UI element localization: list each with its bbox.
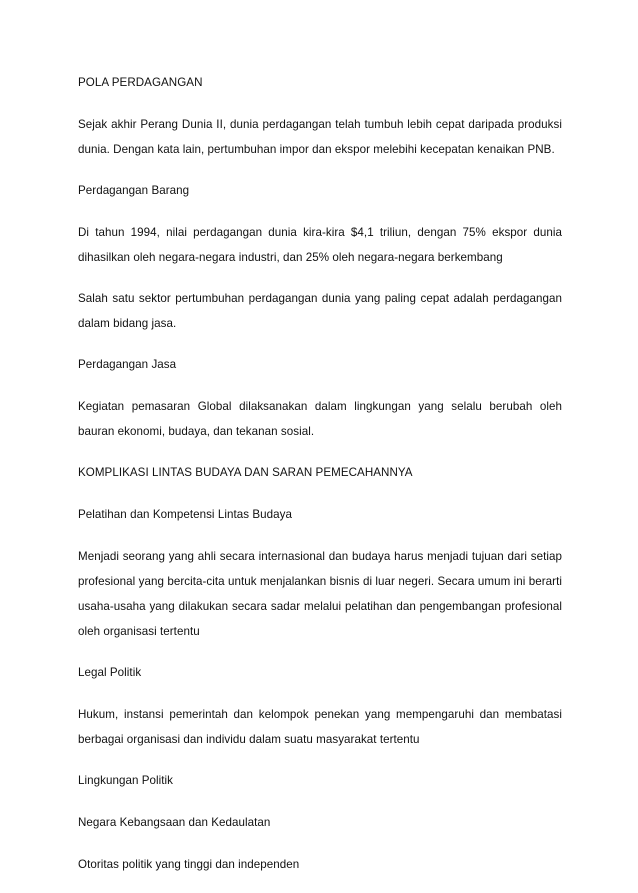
paragraph-expertise: Menjadi seorang yang ahli secara internasional dan budaya harus menjadi tujuan dari setiap profesional yang bercita-cita untuk menjalankan bisnis di luar negeri. Secara umum ini berarti usaha-usaha yang dilakukan secara sadar melalui pelatihan dan pengembangan profesional oleh organisasi tertentu	[78, 550, 562, 638]
heading-negara-kebangsaan: Negara Kebangsaan dan Kedaulatan	[78, 816, 271, 829]
heading-pelatihan: Pelatihan dan Kompetensi Lintas Budaya	[78, 508, 292, 521]
section-title-komplikasi: KOMPLIKASI LINTAS BUDAYA DAN SARAN PEMECAHANNYA	[78, 466, 413, 479]
section-title-pola-perdagangan: POLA PERDAGANGAN	[78, 76, 203, 89]
paragraph-trade-value: Di tahun 1994, nilai perdagangan dunia kira-kira $4,1 triliun, dengan 75% ekspor dunia dihasilkan oleh negara-negara industri, dan 25% oleh negara-negara berkembang	[78, 226, 562, 264]
paragraph-service-sector: Salah satu sektor pertumbuhan perdagangan dunia yang paling cepat adalah perdagangan dalam bidang jasa.	[78, 292, 562, 330]
heading-perdagangan-barang: Perdagangan Barang	[78, 184, 190, 197]
paragraph-global-marketing: Kegiatan pemasaran Global dilaksanakan dalam lingkungan yang selalu berubah oleh bauran ekonomi, budaya, dan tekanan sosial.	[78, 400, 562, 438]
paragraph-otoritas: Otoritas politik yang tinggi dan independen	[78, 858, 300, 871]
heading-legal-politik: Legal Politik	[78, 666, 142, 679]
document-page	[78, 70, 562, 893]
heading-lingkungan-politik: Lingkungan Politik	[78, 774, 174, 787]
paragraph-law: Hukum, instansi pemerintah dan kelompok penekan yang mempengaruhi dan membatasi berbagai organisasi dan individu dalam suatu masyarakat tertentu	[78, 708, 562, 746]
heading-perdagangan-jasa: Perdagangan Jasa	[78, 358, 177, 371]
paragraph-intro: Sejak akhir Perang Dunia II, dunia perdagangan telah tumbuh lebih cepat daripada produksi dunia. Dengan kata lain, pertumbuhan impor dan ekspor melebihi kecepatan kenaikan PNB.	[78, 118, 562, 156]
